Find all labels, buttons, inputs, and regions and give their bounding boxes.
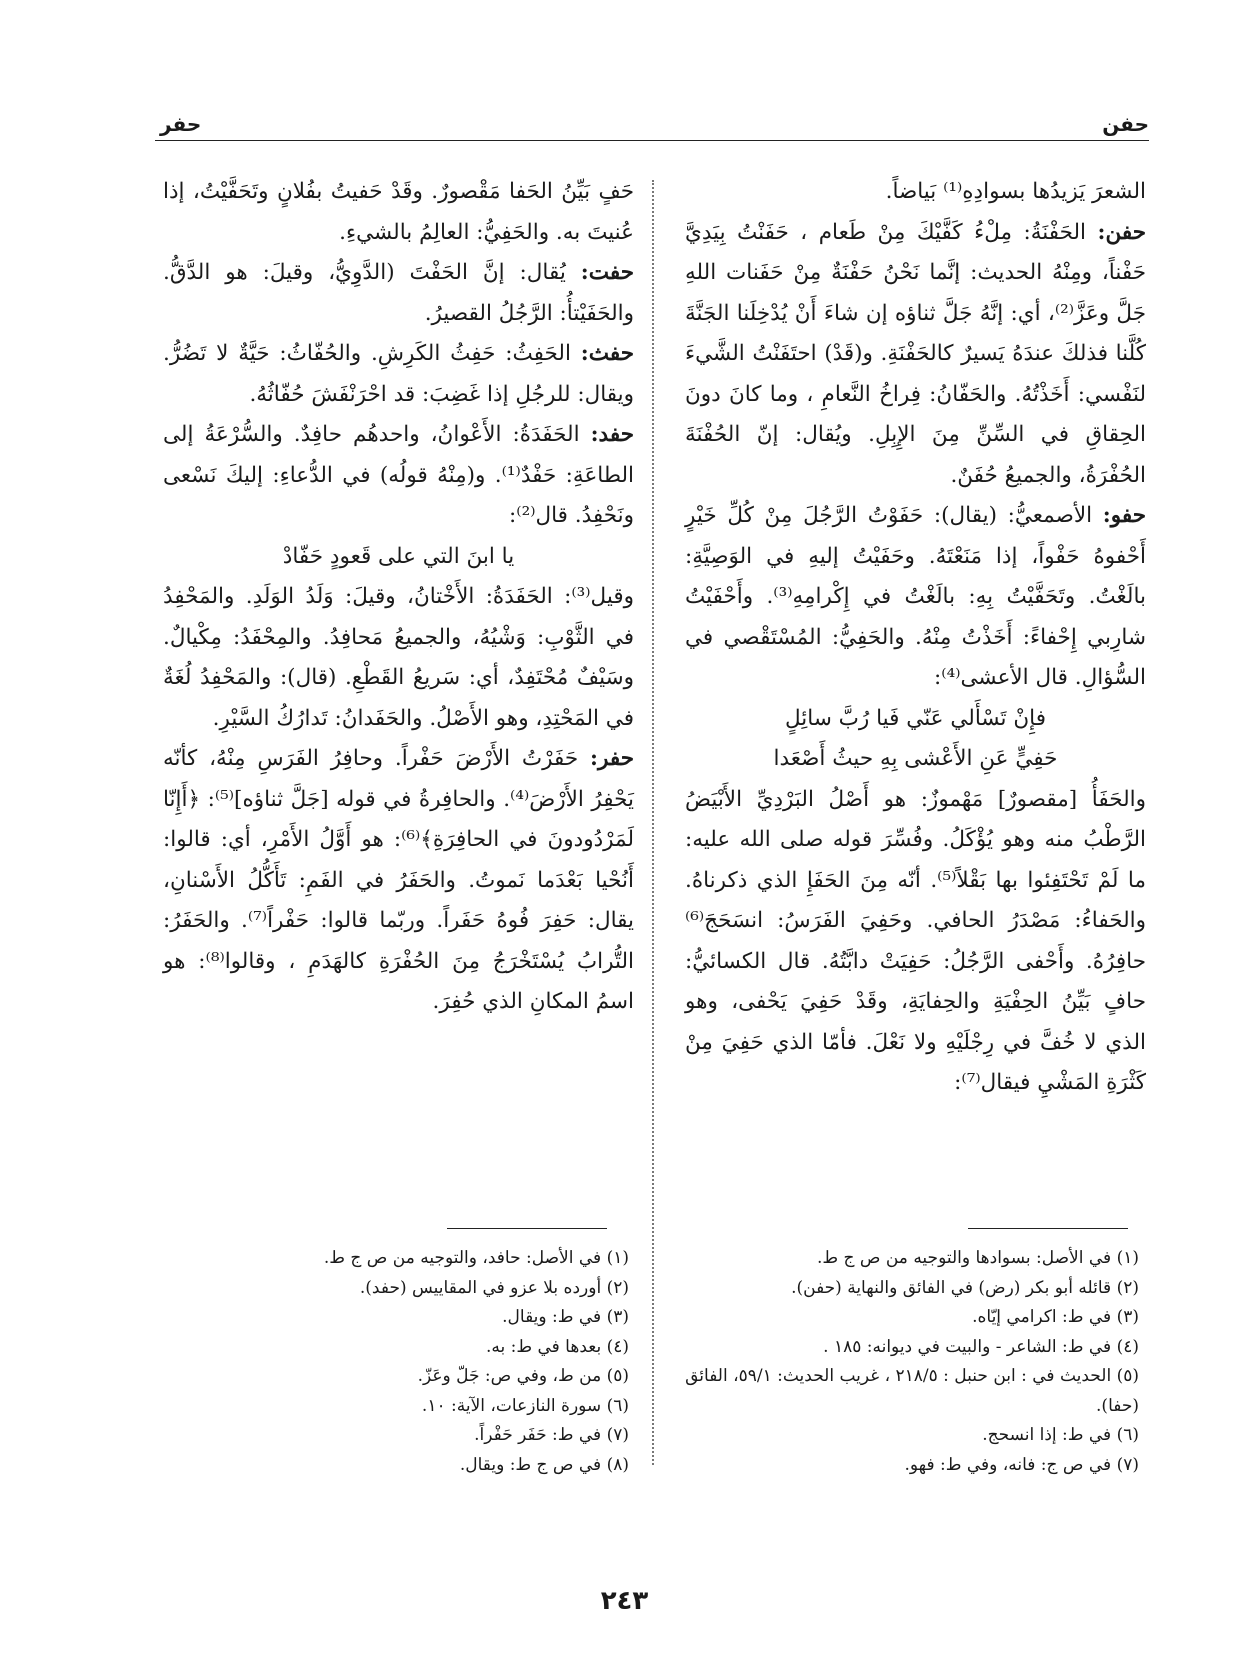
footnote: (٢) قائله أبو بكر (رض) في الفائق والنهاية (حفن). bbox=[791, 1277, 1139, 1298]
footnote: (٧) في ص ج: فانه، وفي ط: فهو. bbox=[904, 1454, 1139, 1475]
left-column bbox=[163, 172, 634, 1023]
right-column bbox=[685, 172, 1146, 1104]
header-rule bbox=[155, 140, 1149, 141]
footnote: (٢) أورده بلا عزو في المقاييس (حفد). bbox=[359, 1277, 629, 1298]
paragraph bbox=[685, 172, 1146, 213]
paragraph bbox=[685, 780, 1146, 1104]
footnote-rule-right bbox=[968, 1228, 1128, 1229]
footnote: (٣) في ط: ويقال. bbox=[502, 1307, 629, 1327]
entry-text: يُقال: إنَّ الحَفْتَ (الدَّوِيُّ، وقيلَ: هو الدَّقُّ. والحَفَيْتأُ: الرَّجُلُ القصيرُ. bbox=[163, 260, 634, 326]
entry-headword: حفر: bbox=[590, 746, 634, 771]
verse-line bbox=[163, 537, 634, 578]
running-head-left: حفر bbox=[160, 112, 202, 136]
paragraph-text: وقيل⁽³⁾: الحَفَدَةُ: الأَخْتانُ، وقيلَ: وَلَدُ الوَلَدِ. والمَحْفِدُ في الثَّوْبِ: وَشْيُهُ، والجميعُ مَحافِدُ. والمِحْفَدُ: مِكْيالٌ. وسَيْفٌ مُحْتَفِدٌ، أي: سَريعُ القَطْعِ. (قال): والمَحْفِدُ لُغَةٌ في المَحْتِدِ، وهو الأَصْلُ. والحَفَدانُ: تَدارُكُ السَّيْرِ. bbox=[163, 584, 634, 731]
entry-hafd bbox=[163, 415, 634, 537]
verse-text: حَفِيٍّ عَنِ الأَعْشى بِهِ حيثُ أَصْعَدا bbox=[773, 746, 1058, 771]
entry-hafr bbox=[163, 739, 634, 1023]
verse-text: يا ابنَ التي على قَعودٍ حَفّادْ bbox=[282, 543, 515, 569]
entry-headword: حفد: bbox=[590, 422, 634, 447]
footnote: (٦) سورة النازعات، الآية: ١٠. bbox=[421, 1395, 629, 1416]
footnote: (١) في الأصل: بسوادها والتوجيه من ص ج ط. bbox=[817, 1248, 1139, 1268]
page-number: ٢٤٣ bbox=[600, 1586, 649, 1616]
entry-text: الحَفَدَةُ: الأَعْوانُ، واحدهُم حافِدٌ. والسُّرْعَةُ إلى الطاعَةِ: حَفْدٌ⁽¹⁾. و(مِنْهُ قولُه) في الدُّعاءِ: إليكَ نَسْعى ونَحْفِدُ. قال⁽²⁾: bbox=[163, 422, 634, 528]
entry-headword: حفو: bbox=[1102, 503, 1146, 528]
entry-text: الأصمعيُّ: (يقال): حَفَوْتُ الرَّجُلَ مِنْ كُلِّ خَيْرٍ أَحْفوهُ حَفْواً، إذا مَنَعْتَهُ. وحَفَيْتُ إليهِ في الوَصِيَّةِ: بالَغْتُ. وتَحَفَّيْتُ بِهِ: بالَغْتُ في إِكْرامِهِ⁽³⁾. وأَحْفَيْتُ شارِبي إِحْفاءً: أَخَذْتُ مِنْهُ. والحَفِيُّ: المُسْتَقْصي في السُّؤالِ. قال الأعشى⁽⁴⁾: bbox=[685, 503, 1146, 690]
entry-headword: حفث: bbox=[580, 341, 634, 366]
paragraph-text: حَفٍ بَيِّنُ الحَفا مَقْصورٌ. وقَدْ حَفيتُ بفُلانٍ وتَحَفَّيْتُ، إذا عُنيتَ به. والحَفِيُّ: العالِمُ بالشيءِ. bbox=[163, 179, 634, 245]
footnote: (١) في الأصل: حافد، والتوجيه من ص ج ط. bbox=[323, 1248, 629, 1268]
entry-hafw bbox=[685, 496, 1146, 699]
entry-text: حَفَرْتُ الأَرْضَ حَفْراً. وحافِرُ الفَرَسِ مِنْهُ، كأنّه يَحْفِرُ الأَرْضَ⁽⁴⁾. والحافِرةُ في قوله [جَلَّ ثناؤه]⁽⁵⁾: ﴿أَإِنّا لَمَرْدُودونَ في الحافِرَةِ﴾⁽⁶⁾: هو أَوَّلُ الأَمْرِ، أي: قالوا: أَنُحْيا بَعْدَما نَموتُ. والحَفَرُ في الفَمِ: تَأَكُّلُ الأَسْنانِ، يقال: حَفِرَ فُوهُ حَفَراً. وربّما قالوا: حَفْراً⁽⁷⁾. والحَفَرُ: التُّرابُ يُسْتَخْرَجُ مِنَ الحُفْرَةِ كالهَدَمِ ، وقالوا⁽⁸⁾: هو اسمُ المكانِ الذي حُفِرَ. bbox=[163, 746, 635, 1014]
paragraph-text: الشعرَ يَزيدُها بسوادِهِ⁽¹⁾ بَياضاً. bbox=[885, 179, 1146, 204]
column-divider bbox=[652, 180, 654, 1465]
entry-text: الحَفْنَةُ: مِلْءُ كَفَّيْكَ مِنْ طَعام ، حَفَنْتُ بِيَدِيَّ حَفْناً، ومِنْهُ الحديث: إنَّما نَحْنُ حَفْنَةٌ مِنْ حَفَنات اللهِ جَلَّ وعَزَّ⁽²⁾، أي: إنَّهُ جَلَّ ثناؤه إن شاءَ أَنْ يُدْخِلَنا الجَنَّةَ كُلَّنا فذلكَ عندَهُ يَسيرٌ كالحَفْنَةِ. و(قَدْ) احتَفَنْتُ الشَّيءَ لنَفْسي: أَخَذْتُهُ. والحَفّانُ: فِراخُ النَّعامِ ، وما كانَ دونَ الحِقاقِ في السِّنِّ مِنَ الإِبِلِ. ويُقال: إنّ الحُفْنَةَ الحُفْرَةُ، والجميعُ حُفَنٌ. bbox=[685, 219, 1146, 488]
entry-headword: حفت: bbox=[580, 260, 634, 285]
footnote: (٤) بعدها في ط: به. bbox=[485, 1336, 629, 1357]
footnote-rule-left bbox=[447, 1228, 607, 1229]
paragraph-text: والحَفَأُ [مقصورٌ] مَهْموزٌ: هو أَصْلُ البَرْدِيِّ الأَبْيَضُ الرَّطْبُ منه وهو يُؤْكَلُ. وفُسِّرَ قوله صلى الله عليه: ما لَمْ تَحْتَفِئوا بها بَقْلاً⁽⁵⁾. أنّه مِنَ الحَفَإِ الذي ذكرناهُ. والحَفاءُ: مَصْدَرُ الحافي. وحَفِيَ الفَرَسُ: انسَحَجَ⁽⁶⁾ حافِرُهُ. وأَحْفى الرَّجُلُ: حَفِيَتْ دابَّتُهُ. قال الكسائيُّ: حافٍ بَيِّنُ الحِفْيَةِ والحِفايَةِ، وقَدْ حَفِيَ يَحْفى، وهو الذي لا خُفَّ في رِجْلَيْهِ ولا نَعْلَ. فأمّا الذي حَفِيَ مِنْ كَثْرَةِ المَشْيِ فيقال⁽⁷⁾: bbox=[685, 786, 1146, 1095]
running-head-right: حفن bbox=[1102, 112, 1149, 136]
footnotes-left bbox=[163, 1244, 629, 1480]
footnotes-right bbox=[685, 1244, 1139, 1480]
footnote: (٦) في ط: إذا انسحج. bbox=[982, 1425, 1139, 1445]
entry-headword: حفن: bbox=[1097, 219, 1146, 245]
footnote: (٣) في ط: اكرامي إيّاه. bbox=[972, 1307, 1139, 1327]
verse-line bbox=[685, 699, 1146, 740]
entry-hafth bbox=[163, 334, 634, 415]
footnote: (٤) في ط: الشاعر - والبيت في ديوانه: ١٨٥ . bbox=[823, 1336, 1139, 1357]
paragraph bbox=[163, 577, 634, 739]
entry-haft bbox=[163, 253, 634, 334]
verse-line bbox=[685, 739, 1146, 780]
footnote: (٨) في ص ج ط: ويقال. bbox=[459, 1454, 629, 1475]
paragraph bbox=[163, 172, 634, 253]
footnote: (٧) في ط: حَفَر حَفْراً. bbox=[474, 1425, 629, 1445]
entry-text: الحَفِثُ: حَفِثُ الكَرِشِ. والحُفّاثُ: حَيَّةٌ لا تَضُرُّ. ويقال: للرجُلِ إذا غَضِبَ: قد احْرَنْفَشَ حُفّاثُهُ. bbox=[163, 341, 634, 407]
verse-text: فإِنْ تَسْأَلي عَنّي فَيا رُبَّ سائِلٍ bbox=[785, 705, 1046, 731]
footnote: (٥) من ط، وفي ص: جَلّ وعَزّ. bbox=[417, 1366, 629, 1386]
entry-hafn bbox=[685, 213, 1146, 497]
footnote: (٥) الحديث في : ابن حنبل : ٢١٨/٥ ، غريب الحديث: ٥٩/١، الفائق (حفا). bbox=[685, 1366, 1139, 1416]
